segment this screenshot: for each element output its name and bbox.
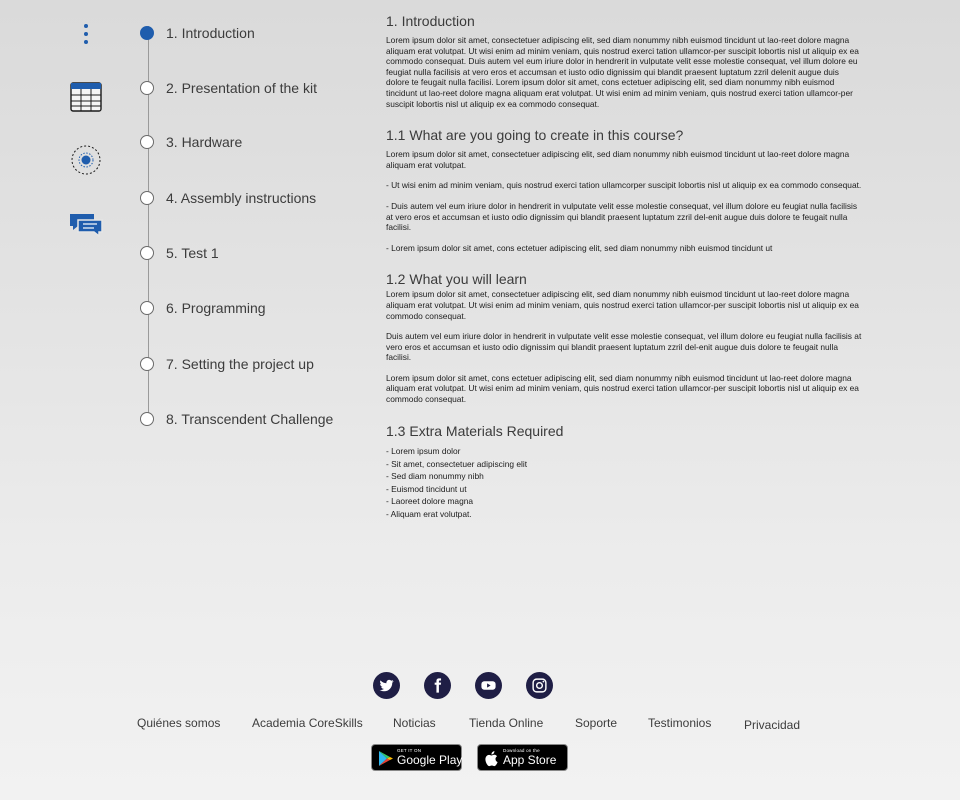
toc-item-programming[interactable] (138, 292, 368, 322)
toc-dot (140, 412, 154, 426)
toc-item-setup[interactable] (138, 348, 368, 378)
scrollable-text[interactable] (386, 289, 864, 405)
footer-link-tienda[interactable]: Tienda Online (469, 716, 544, 730)
icon-rail (0, 0, 130, 260)
chat-icon[interactable] (68, 212, 104, 238)
footer-link-noticias[interactable]: Noticias (393, 716, 436, 730)
paragraph: - Duis autem vel eum iriure dolor in hendrerit in vulputate velit esse molestie consequat, vel illum dolore eu feugiat nulla facilisis at vero eros et accumsan et iusto odio dignissim qui blandit praesent luptatum zzril del-enit augue duis dolore te feugait nulla facilisi. (386, 200, 858, 233)
paragraph: Lorem ipsum dolor sit amet, cons ectetuer adipiscing elit, sed diam nonummy nibh euismod tincidunt ut lao-reet dolore magna aliquam erat volutpat. Ut wisi enim ad minim veniam, quis nostrud exerci tation ullamcor-per suscipit lobortis nisl ut aliquip ex ea commodo consequat. (386, 372, 859, 405)
footer-link-soporte[interactable]: Soporte (575, 716, 618, 730)
list-item: - Sed diam nonummy nibh (386, 471, 484, 482)
section-extra-materials (386, 422, 864, 520)
section-introduction (386, 12, 864, 109)
paragraph: Lorem ipsum dolor sit amet, consectetuer adipiscing elit, sed diam nonummy nibh euismod tincidunt ut lao-reet dolore magna aliquam erat volutpat. (386, 149, 850, 170)
section-title: 1. Introduction (386, 13, 475, 29)
paragraph: - Ut wisi enim ad minim veniam, quis nostrud exerci tation ullamcorper suscipit lobortis nisl ut aliquip ex ea commodo consequat. (386, 180, 862, 191)
lesson-content (386, 12, 864, 537)
store-badge-caption: GET IT ON (397, 748, 422, 753)
paragraph: Duis autem vel eum iriure dolor in hendrerit in vulputate velit esse molestie consequat, vel illum dolore eu feugiat nulla facilisis at vero eros et accumsan et iusto odio dignissim qui blandit praesent luptatum zzril del-enit augue duis dolore te feugait nulla facilisi. (386, 331, 862, 363)
toc-dot (140, 246, 154, 260)
toc-dot (140, 135, 154, 149)
toc-item-assembly[interactable] (138, 182, 368, 212)
target-icon[interactable] (70, 144, 102, 176)
facebook-icon[interactable] (424, 672, 451, 699)
footer-link-academia[interactable]: Academia CoreSkills (252, 716, 363, 730)
toc-item-label: 4. Assembly instructions (166, 190, 317, 206)
section-title: 1.3 Extra Materials Required (386, 423, 564, 440)
youtube-icon[interactable] (475, 672, 502, 699)
google-play-badge[interactable] (371, 744, 462, 771)
list-item: - Aliquam erat volutpat. (386, 508, 472, 519)
more-vertical-icon[interactable] (79, 22, 93, 48)
table-icon[interactable] (70, 82, 102, 112)
toc-item-hardware[interactable] (138, 126, 368, 156)
google-play-icon (378, 750, 394, 767)
list-item: - Euismod tincidunt ut (386, 483, 467, 494)
footer-link-testimonios[interactable]: Testimonios (648, 716, 712, 730)
footer-nav (0, 716, 960, 734)
store-badge-name: App Store (503, 753, 557, 767)
toc-dot (140, 191, 154, 205)
apple-icon (484, 750, 498, 767)
section-what-you-create (386, 126, 864, 253)
twitter-icon[interactable] (373, 672, 400, 699)
toc-item-presentation[interactable] (138, 72, 368, 102)
list-item: - Sit amet, consectetuer adipiscing elit (386, 458, 528, 469)
instagram-icon[interactable] (526, 672, 553, 699)
toc-item-label: 1. Introduction (166, 25, 255, 41)
toc-dot (140, 357, 154, 371)
toc-item-label: 2. Presentation of the kit (166, 80, 317, 96)
toc-item-introduction[interactable] (138, 17, 368, 47)
toc-item-label: 6. Programming (166, 300, 266, 316)
store-badge-caption: Download on the (503, 748, 540, 753)
toc-item-label: 3. Hardware (166, 134, 243, 150)
toc-dot (140, 26, 154, 40)
section-title: 1.2 What you will learn (386, 271, 527, 288)
store-badge-name: Google Play (397, 753, 463, 767)
paragraph: - Lorem ipsum dolor sit amet, cons ectetuer adipiscing elit, sed diam nonummy nibh euismod tincidunt ut (386, 242, 773, 253)
toc-item-label: 8. Transcendent Challenge (166, 411, 334, 427)
toc-item-label: 7. Setting the project up (166, 356, 314, 372)
toc-item-test[interactable] (138, 237, 368, 267)
section-title: 1.1 What are you going to create in this course? (386, 127, 684, 144)
table-of-contents (138, 8, 378, 428)
paragraph: Lorem ipsum dolor sit amet, consectetuer adipiscing elit, sed diam nonummy nibh euismod tincidunt ut lao-reet dolore magna aliquam erat volutpat. Ut wisi enim ad minim veniam, quis nostrud exerci tation ullamcor-per suscipit lobortis nisl ut aliquip ex ea commodo consequat. (386, 289, 859, 321)
list-item: - Laoreet dolore magna (386, 496, 474, 507)
toc-dot (140, 81, 154, 95)
app-store-badge[interactable] (477, 744, 568, 771)
paragraph: Lorem ipsum dolor sit amet, consectetuer adipiscing elit, sed diam nonummy nibh euismod tincidunt ut lao-reet dolore magna aliquam erat volutpat. Ut wisi enim ad minim veniam, quis nostrud exerci tation ullamcor-per suscipit lobortis nisl ut aliquip ex ea commodo consequat. Duis autem vel eum iriure dolor in hendrerit in vulputate velit esse molestie consequat, vel illum dolore eu feugiat nulla facilisis at vero eros et accumsan et iusto odio dignissim qui blandit praesent luptatum zzril delenit augue duis dolore te feugait nulla facilisi. Lorem ipsum dolor sit amet, cons ectetuer adipiscing elit, sed diam nonummy nibh euismod tincidunt ut lao-reet dolore magna aliquam erat volutpat. Ut wisi enim ad minim veniam, quis nostrud exerci tation ullamcor-per suscipit lobortis nisl ut aliquip ex ea commodo consequat. (386, 35, 859, 109)
section-what-you-learn (386, 270, 864, 405)
toc-dot (140, 301, 154, 315)
list-item: - Lorem ipsum dolor (386, 446, 461, 457)
footer-link-quienes-somos[interactable]: Quiénes somos (137, 716, 221, 730)
toc-item-label: 5. Test 1 (166, 245, 219, 261)
toc-item-challenge[interactable] (138, 403, 368, 433)
footer-link-privacidad[interactable]: Privacidad (744, 718, 801, 732)
